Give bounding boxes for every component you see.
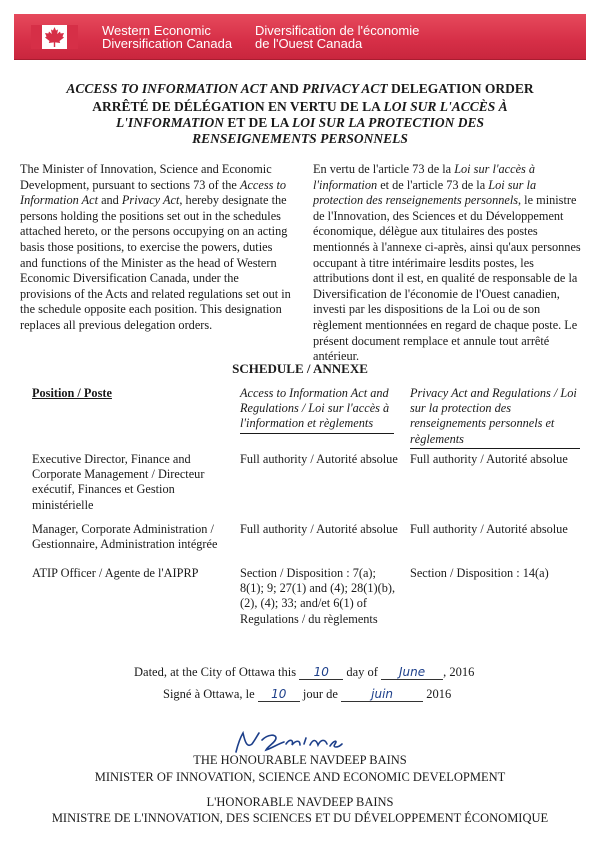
- row-privacy: Full authority / Autorité absolue: [410, 452, 568, 466]
- paragraph-fr: En vertu de l'article 73 de la Loi sur l'accès à l'information et de l'article 73 de la Loi sur la protection des renseignements personnels, le ministre de l'Innovation, des Sciences et du Développement économique, délègue aux titulaires des postes mentionnés à l'annexe ci-après, ainsi qu'aux personnes occupant à titre intérimaire lesdits postes, les attributions dont il est, en qualité de responsable de la Diversification de l'économie de l'Ouest canadien, investi par les dispositions de la Loi ou de son règlement mentionnées en regard de chaque poste. Le présent document remplace et annule tout arrêté antérieur.: [313, 162, 581, 364]
- row-privacy: Section / Disposition : 14(a): [410, 566, 549, 580]
- department-name-fr: Diversification de l'économie de l'Ouest Canada: [255, 23, 420, 51]
- signatory-name-en: THE HONOURABLE NAVDEEP BAINS: [193, 753, 407, 767]
- header-position: Position / Poste: [32, 386, 112, 400]
- dated-line-fr: Signé à Ottawa, le 10 jour de juin 2016: [163, 687, 452, 701]
- title-en: ACCESS TO INFORMATION ACT AND PRIVACY ACT DELEGATION ORDER: [66, 81, 534, 96]
- schedule-title: SCHEDULE / ANNEXE: [232, 361, 368, 376]
- day-field: 10: [258, 687, 300, 702]
- month-field: June: [381, 665, 443, 680]
- month-field: juin: [341, 687, 423, 702]
- row-position: ATIP Officer / Agente de l'AIPRP: [32, 566, 199, 580]
- dated-line-en: Dated, at the City of Ottawa this 10 day of June , 2016: [134, 665, 475, 679]
- paragraph-en: The Minister of Innovation, Science and Economic Development, pursuant to sections 73 of the Access to Information Act and Privacy Act, hereby designate the persons holding the positions set out in the schedules attached hereto, or the persons occupying on an acting basis those positions, to exercise the powers, duties and functions of the Minister as the head of Western Economic Diversification Canada, under the provisions of the Acts and related regulations set out in the schedule opposite each position. This designation replaces all previous delegation orders.: [20, 162, 291, 332]
- header-ati: Access to Information Act and Regulations / Loi sur l'accès à l'information et règlements: [240, 386, 400, 434]
- title-fr: ARRÊTÉ DE DÉLÉGATION EN VERTU DE LA LOI SUR L'ACCÈS À L'INFORMATION ET DE LA LOI SUR LA PROTECTION DES RENSEIGNEMENTS PERSONNELS: [92, 99, 508, 146]
- header-privacy: Privacy Act and Regulations / Loi sur la protection des renseignements personnels et règlements: [410, 386, 590, 449]
- row-ati: Section / Disposition : 7(a); 8(1); 9; 27(1) and (4); 28(1)(b), (2), (4); 33; and/et 6(1) of Regulations / du règlements: [240, 566, 396, 626]
- row-position: Manager, Corporate Administration / Gestionnaire, Administration intégrée: [32, 522, 218, 552]
- signatory-title-en: MINISTER OF INNOVATION, SCIENCE AND ECONOMIC DEVELOPMENT: [94, 770, 506, 784]
- row-ati: Full authority / Autorité absolue: [240, 452, 398, 466]
- department-name-en: Western Economic Diversification Canada: [102, 23, 233, 51]
- row-position: Executive Director, Finance and Corporate Management / Directeur exécutif, Finances et Gestion ministérielle: [32, 452, 205, 512]
- day-field: 10: [299, 665, 343, 680]
- row-ati: Full authority / Autorité absolue: [240, 522, 398, 536]
- signatory-name-fr: L'HONORABLE NAVDEEP BAINS: [206, 795, 394, 809]
- signatory-title-fr: MINISTRE DE L'INNOVATION, DES SCIENCES ET DU DÉVELOPPEMENT ÉCONOMIQUE: [51, 811, 549, 825]
- row-privacy: Full authority / Autorité absolue: [410, 522, 568, 536]
